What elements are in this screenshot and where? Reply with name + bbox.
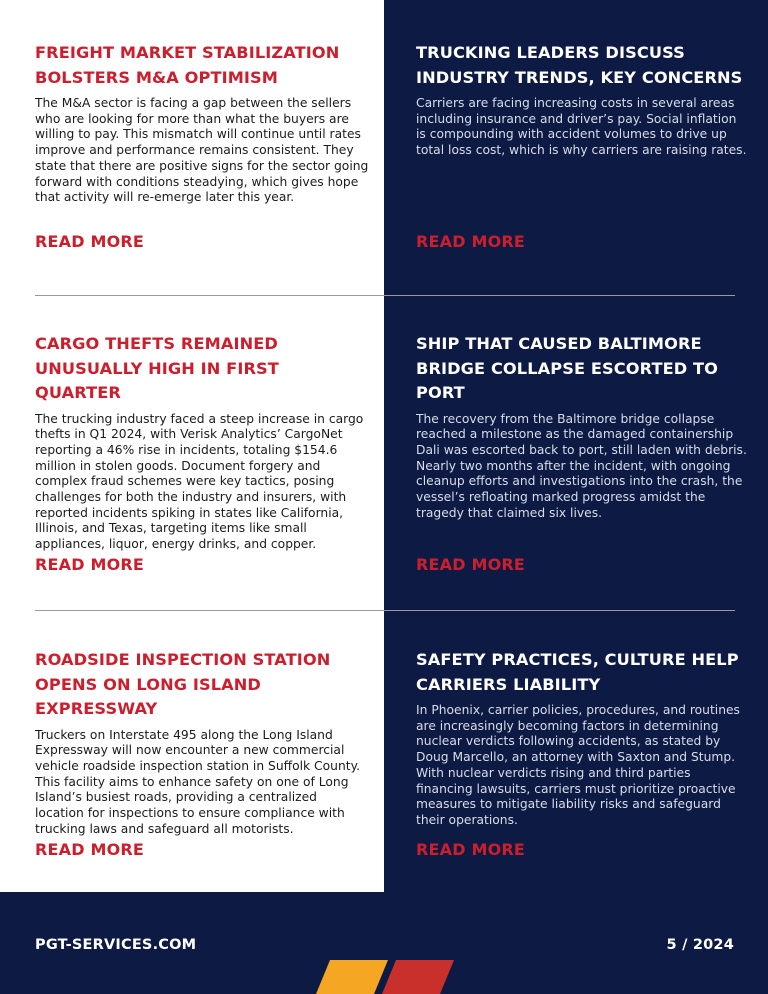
article-title: SAFETY PRACTICES, CULTURE HELP CARRIERS LIABILITY [416, 650, 739, 694]
article-title: TRUCKING LEADERS DISCUSS INDUSTRY TRENDS, KEY CONCERNS [416, 43, 743, 87]
read-more-link[interactable]: READ MORE [416, 555, 526, 574]
article-body: Carriers are facing increasing costs in several areas including insurance and driver’s pay. Social inflation is compounding with accident volumes to drive up total loss cost, which is why carriers are raising rates. [416, 96, 747, 158]
divider [35, 610, 735, 611]
footer-website[interactable]: PGT-SERVICES.COM [35, 937, 197, 953]
article-body: The M&A sector is facing a gap between the sellers who are looking for more than what the buyers are willing to pay. This mismatch will continue until rates improve and performance remains consistent. They state that there are positive signs for the sector going forward with conditions steadying, which gives hope that activity will re-emerge later this year. [35, 96, 369, 205]
read-more-link[interactable]: READ MORE [35, 232, 145, 251]
article-freight-market [35, 41, 369, 206]
read-more-link[interactable]: READ MORE [416, 232, 526, 251]
article-body: The trucking industry faced a steep increase in cargo thefts in Q1 2024, with Verisk Analytics’ CargoNet reporting a 46% rise in incidents, totaling $154.6 million in stolen goods. Document forgery and complex fraud schemes were key tactics, posing challenges for both the industry and insurers, with reported incidents spiking in states like California, Illinois, and Texas, targeting items like small appliances, liquor, energy drinks, and copper. [35, 411, 364, 552]
read-more-link[interactable]: READ MORE [416, 840, 526, 859]
article-safety-practices [416, 648, 750, 829]
article-body: The recovery from the Baltimore bridge collapse reached a milestone as the damaged containership Dali was escorted back to port, still laden with debris. Nearly two months after the incident, with ongoing cleanup efforts and investigations into the crash, the vessel’s refloating marked progress amidst the tragedy that claimed six lives. [416, 411, 747, 520]
article-baltimore-ship [416, 332, 750, 521]
article-title: ROADSIDE INSPECTION STATION OPENS ON LONG ISLAND EXPRESSWAY [35, 650, 331, 718]
read-more-link[interactable]: READ MORE [35, 555, 145, 574]
article-trucking-leaders [416, 41, 750, 159]
article-body: In Phoenix, carrier policies, procedures, and routines are increasingly becoming factors in determining nuclear verdicts following accidents, as stated by Doug Marcello, an attorney with Saxton and Stump. With nuclear verdicts rising and third parties financing lawsuits, carriers must prioritize proactive measures to mitigate liability risks and safeguard their operations. [416, 703, 740, 827]
article-title: SHIP THAT CAUSED BALTIMORE BRIDGE COLLAPSE ESCORTED TO PORT [416, 334, 719, 402]
decorative-stripes [316, 960, 456, 994]
article-title: CARGO THEFTS REMAINED UNUSUALLY HIGH IN FIRST QUARTER [35, 334, 279, 402]
red-stripe [382, 960, 454, 994]
orange-stripe [316, 960, 388, 994]
read-more-link[interactable]: READ MORE [35, 840, 145, 859]
article-roadside-inspection [35, 648, 369, 837]
divider [35, 295, 735, 296]
article-cargo-thefts [35, 332, 369, 553]
article-body: Truckers on Interstate 495 along the Long Island Expressway will now encounter a new commercial vehicle roadside inspection station in Suffolk County. This facility aims to enhance safety on one of Long Island’s busiest roads, providing a centralized location for inspections to ensure compliance with trucking laws and safeguard all motorists. [35, 727, 361, 836]
article-title: FREIGHT MARKET STABILIZATION BOLSTERS M&A OPTIMISM [35, 43, 340, 87]
footer-page-number: 5 / 2024 [666, 937, 734, 953]
